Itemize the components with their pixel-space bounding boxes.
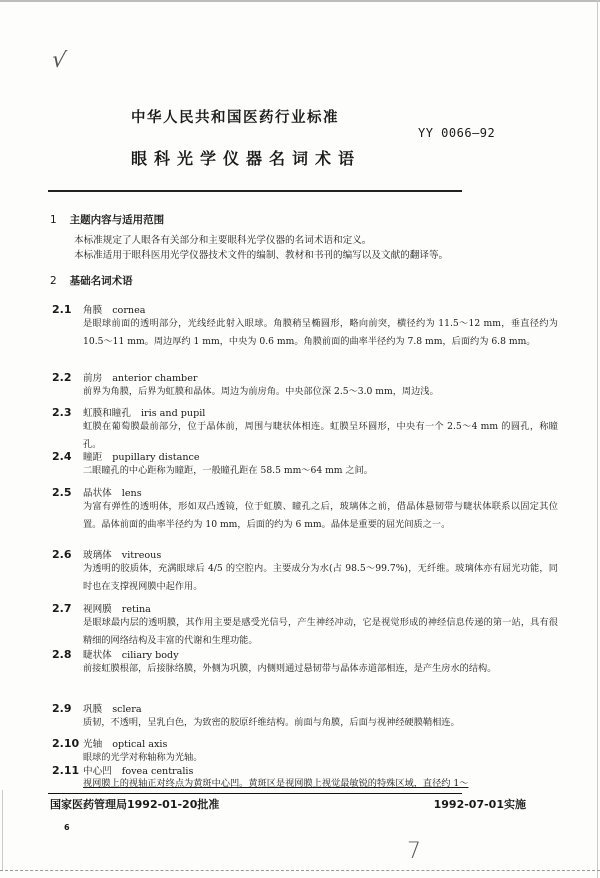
term-definition-2-5: 为富有弹性的透明体，形如双凸透镜，位于虹膜、瞳孔之后，玻璃体之前，借晶体悬韧带与睫状体联系以固定其位置。晶体前面的曲率半径约为 10 mm，后面的约为 6 mm。晶体是重要的屈光间质之一。 [83,501,558,531]
term-zh: 瞳距 [83,452,103,463]
handwritten-mark: 7 [407,839,421,864]
section-title: 主题内容与适用范围 [69,214,165,226]
term-heading-2-6 [52,547,161,561]
term-en: anterior chamber [112,373,198,384]
term-definition-2-2: 前界为角膜，后界为虹膜和晶体。周边为前房角。中央部位深 2.5～3.0 mm，周边浅。 [83,386,439,397]
term-en: vitreous [121,550,162,561]
term-definition-2-9: 质韧，不透明，呈乳白色，为致密的胶原纤维结构。前面与角膜，后面与视神经硬膜鞘相连。 [83,717,460,728]
term-number: 2.11 [52,764,80,777]
section-1-paragraph-2: 本标准适用于眼科医用光学仪器技术文件的编制、教材和书刊的编写以及文献的翻译等。 [74,250,449,261]
term-en: cornea [112,305,146,316]
term-definition-2-11: 视网膜上的视轴正对终点为黄斑中心凹。黄斑区是视网膜上视觉最敏锐的特殊区域，直径约 1～ [83,778,469,789]
term-en: sclera [112,704,142,715]
standard-header: 中华人民共和国医药行业标准 [131,110,339,126]
term-definition-2-8: 前接虹膜根部，后接脉络膜，外侧为巩膜，内侧则通过悬韧带与晶体赤道部相连，是产生房水的结构。 [83,663,497,674]
term-definition-2-3: 虹膜在葡萄膜最前部分，位于晶体前，周围与睫状体相连。虹膜呈环圆形，中央有一个 2.5～4 mm 的圆孔，称瞳孔。 [83,421,558,451]
section-heading-2 [50,273,133,288]
term-en: lens [121,488,142,499]
term-number: 2.4 [52,450,72,463]
document-title: 眼科光学仪器名词术语 [131,149,362,168]
term-zh: 玻璃体 [83,550,112,561]
term-heading-2-7 [52,601,151,615]
term-zh: 虹膜和瞳孔 [83,408,131,419]
term-definition-2-4: 二眼瞳孔的中心距称为瞳距，一般瞳孔距在 58.5 mm～64 mm 之间。 [83,465,373,476]
term-heading-2-2 [52,370,197,384]
term-zh: 前房 [83,373,103,384]
section-1-paragraph-1: 本标准规定了人眼各有关部分和主要眼科光学仪器的名词术语和定义。 [74,235,372,246]
term-number: 2.3 [52,406,72,419]
term-zh: 视网膜 [83,604,112,615]
approval-date: 国家医药管理局1992-01-20批准 [50,798,220,811]
term-en: pupillary distance [112,452,200,463]
term-zh: 睫状体 [83,650,112,661]
page-edge-top [0,0,600,2]
section-title: 基础名词术语 [69,275,133,287]
term-heading-2-9 [52,701,142,715]
page-edge-right [597,0,598,878]
term-zh: 晶状体 [83,488,112,499]
term-definition-2-10: 眼球的光学对称轴称为光轴。 [83,752,203,763]
term-en: ciliary body [121,650,179,661]
term-heading-2-5 [52,485,142,499]
page-number: 6 [64,823,70,832]
term-heading-2-4 [52,449,200,463]
term-number: 2.1 [52,303,72,316]
term-heading-2-8 [52,647,179,661]
term-en: fovea centralis [121,766,194,777]
term-heading-2-1 [52,302,146,316]
implementation-date: 1992-07-01实施 [433,798,526,811]
term-heading-2-3 [52,405,205,419]
term-zh: 角膜 [83,305,103,316]
term-en: optical axis [112,739,168,750]
term-definition-2-6: 为透明的胶质体，充满眼球后 4/5 的空腔内。主要成分为水(占 98.5～99.7%)，无纤维。玻璃体亦有屈光功能，同时也在支撑视网膜中起作用。 [83,563,558,593]
term-zh: 光轴 [83,739,103,750]
page-edge-left [2,790,3,870]
term-zh: 中心凹 [83,766,112,777]
term-number: 2.5 [52,486,72,499]
term-number: 2.2 [52,371,72,384]
term-number: 2.10 [52,737,80,750]
section-number: 1 [50,214,57,226]
title-divider [48,190,462,192]
section-heading-1 [50,212,164,227]
term-en: iris and pupil [140,408,206,419]
term-definition-2-7: 是眼球最内层的透明膜，其作用主要是感受光信号，产生神经冲动，它是视觉形成的神经信息传递的第一站，具有很精细的网络结构及丰富的代谢和生理功能。 [83,617,558,647]
term-zh: 巩膜 [83,704,103,715]
check-mark-icon: √ [50,47,68,74]
term-number: 2.7 [52,602,72,615]
term-number: 2.9 [52,702,72,715]
term-heading-2-10 [52,736,167,750]
term-number: 2.6 [52,548,72,561]
standard-code: YY 0066—92 [418,126,496,140]
page-edge-bottom [0,870,600,872]
footer-divider [48,793,462,794]
term-definition-2-1: 是眼球前面的透明部分，光线经此射入眼球。角膜稍呈椭圆形，略向前突，横径约为 11.5～12 mm，垂直径约为 10.5～11 mm。周边厚约 1 mm，中央为 0.6 mm。角膜前面的曲率半径约为 7.8 mm，后面约为 6.8 mm。 [83,318,558,348]
section-number: 2 [50,275,57,287]
term-number: 2.8 [52,648,72,661]
term-en: retina [121,604,151,615]
